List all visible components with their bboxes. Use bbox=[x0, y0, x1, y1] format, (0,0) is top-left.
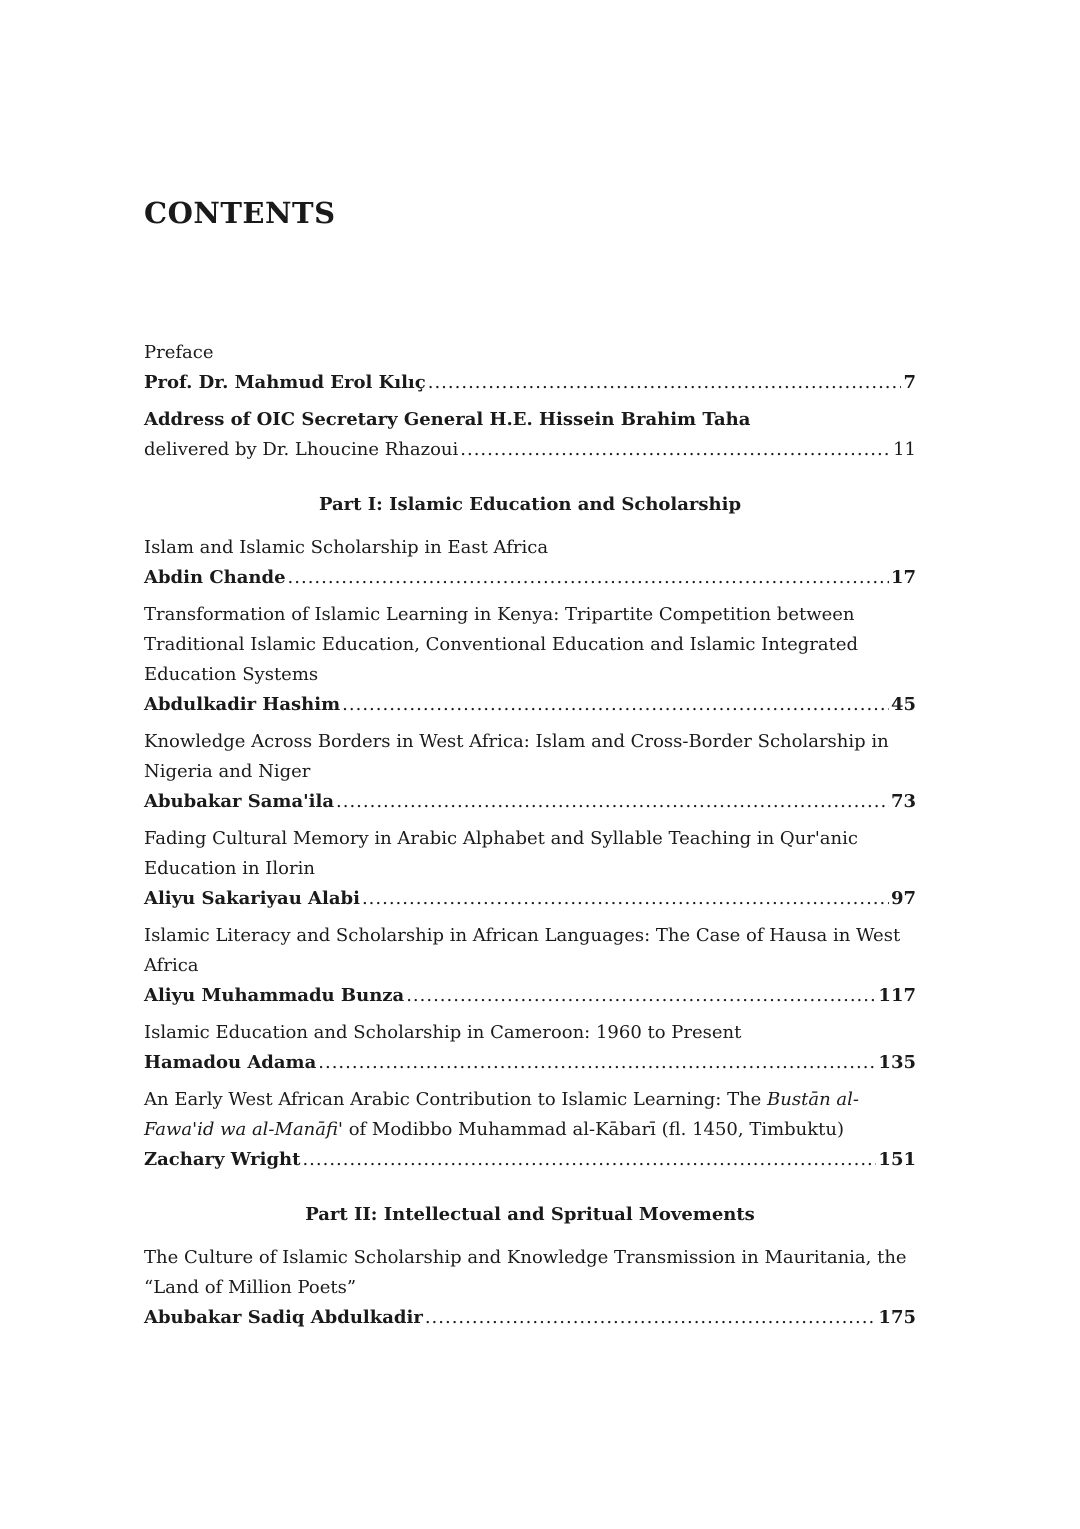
entry-description: Islamic Literacy and Scholarship in African Languages: The Case of Hausa in West Africa bbox=[144, 925, 901, 976]
entry-description: Fading Cultural Memory in Arabic Alphabet and Syllable Teaching in Qur'anic Education in Ilorin bbox=[144, 828, 858, 879]
entry-author: Zachary Wright bbox=[144, 1149, 301, 1170]
entry-page-number: 7 bbox=[903, 372, 916, 393]
toc-entry-address[interactable] bbox=[144, 405, 916, 465]
entry-description: Transformation of Islamic Learning in Kenya: Tripartite Competition between Traditional Islamic Education, Conventional Education and Islamic Integrated Education Systems bbox=[144, 604, 858, 685]
entry-description: Preface bbox=[144, 342, 214, 363]
entry-author-row bbox=[144, 884, 916, 914]
part-heading: Part I: Islamic Education and Scholarship bbox=[318, 494, 742, 515]
dot-leader bbox=[318, 1048, 876, 1078]
entry-page-number: 175 bbox=[878, 1307, 916, 1328]
entry-author-row bbox=[144, 1145, 916, 1175]
entry-page-number: 151 bbox=[878, 1149, 916, 1170]
entry-author: Prof. Dr. Mahmud Erol Kılıç bbox=[144, 372, 426, 393]
dot-leader bbox=[362, 884, 889, 914]
toc-entry[interactable] bbox=[144, 1085, 916, 1175]
entry-author: Abubakar Sadiq Abdulkadir bbox=[144, 1307, 423, 1328]
dot-leader bbox=[428, 368, 902, 398]
table-of-contents bbox=[144, 338, 916, 1340]
entry-author-row bbox=[144, 563, 916, 593]
entry-author: Abdin Chande bbox=[144, 567, 286, 588]
entry-author-row bbox=[144, 787, 916, 817]
entry-description-part: An Early West African Arabic Contribution to Islamic Learning: The bbox=[144, 1089, 768, 1110]
entry-page-number: 97 bbox=[890, 888, 916, 909]
page-title: CONTENTS bbox=[144, 196, 336, 230]
entry-page-number: 17 bbox=[890, 567, 916, 588]
entry-author: Aliyu Muhammadu Bunza bbox=[144, 985, 405, 1006]
entry-author: Abdulkadir Hashim bbox=[144, 694, 341, 715]
dot-leader bbox=[336, 787, 889, 817]
dot-leader bbox=[425, 1303, 877, 1333]
entry-description: Knowledge Across Borders in West Africa: Islam and Cross-Border Scholarship in Nigeria and Niger bbox=[144, 731, 889, 782]
entry-description: Address of OIC Secretary General H.E. Hissein Brahim Taha bbox=[144, 409, 751, 430]
dot-leader bbox=[406, 981, 876, 1011]
toc-entry[interactable] bbox=[144, 1243, 916, 1333]
entry-author: Hamadou Adama bbox=[144, 1052, 317, 1073]
dot-leader bbox=[342, 690, 889, 720]
entry-author-row bbox=[144, 435, 916, 465]
entry-author: Aliyu Sakariyau Alabi bbox=[144, 888, 360, 909]
entry-page-number: 73 bbox=[890, 791, 916, 812]
entry-page-number: 135 bbox=[878, 1052, 916, 1073]
toc-entry[interactable] bbox=[144, 727, 916, 817]
dot-leader bbox=[302, 1145, 876, 1175]
entry-author: Abubakar Sama'ila bbox=[144, 791, 334, 812]
entry-description: The Culture of Islamic Scholarship and Knowledge Transmission in Mauritania, the “Land of Million Poets” bbox=[144, 1247, 907, 1298]
entry-author: delivered by Dr. Lhoucine Rhazoui bbox=[144, 439, 459, 460]
entry-description: Islamic Education and Scholarship in Cameroon: 1960 to Present bbox=[144, 1022, 742, 1043]
entry-author-row bbox=[144, 1303, 916, 1333]
entry-page-number: 11 bbox=[893, 439, 916, 460]
entry-author-row bbox=[144, 981, 916, 1011]
toc-entry[interactable] bbox=[144, 824, 916, 914]
entry-description-part: of Modibbo Muhammad al-Kābarī (fl. 1450, Timbuktu) bbox=[342, 1119, 845, 1140]
dot-leader bbox=[288, 563, 889, 593]
entry-author-row bbox=[144, 690, 916, 720]
entry-page-number: 117 bbox=[878, 985, 916, 1006]
toc-entry[interactable] bbox=[144, 1018, 916, 1078]
toc-entry[interactable] bbox=[144, 921, 916, 1011]
toc-entry[interactable] bbox=[144, 600, 916, 720]
entry-author-row bbox=[144, 368, 916, 398]
entry-description-title: Bustān al-Fawa'id wa al-Manāfi' bbox=[144, 1089, 859, 1140]
part-heading: Part II: Intellectual and Spritual Movements bbox=[305, 1204, 755, 1225]
dot-leader bbox=[460, 435, 891, 465]
entry-description bbox=[144, 1085, 916, 1145]
entry-description: Islam and Islamic Scholarship in East Africa bbox=[144, 537, 549, 558]
entry-author-row bbox=[144, 1048, 916, 1078]
toc-entry[interactable] bbox=[144, 533, 916, 593]
entry-page-number: 45 bbox=[890, 694, 916, 715]
toc-entry-preface[interactable] bbox=[144, 338, 916, 398]
